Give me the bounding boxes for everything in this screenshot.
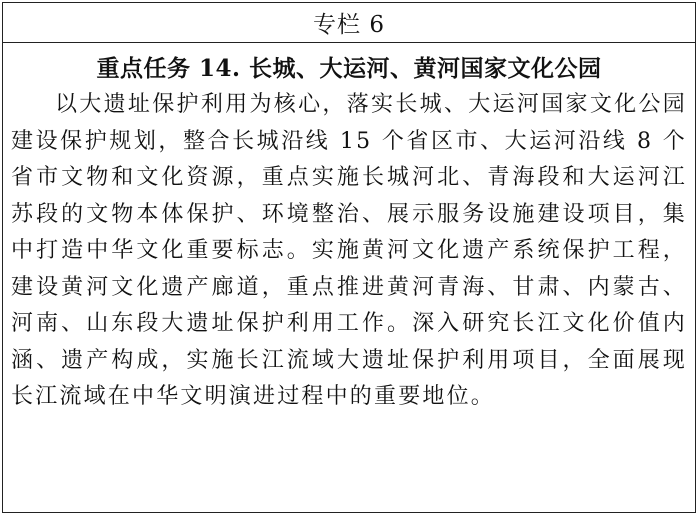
task-title: 重点任务 14. 长城、大运河、黄河国家文化公园 [96, 55, 602, 82]
column-header: 专栏 6 [3, 3, 695, 43]
task-body-paragraph: 以大遗址保护利用为核心，落实长城、大运河国家文化公园建设保护规划，整合长城沿线 15 个省区市、大运河沿线 8 个省市文物和文化资源，重点实施长城河北、青海段和大运河江苏段的文物本体保护、环境整治、展示服务设施建设项目，集中打造中华文化重要标志。实施黄河文化遗产系统保护工程，建设黄河文化遗产廊道，重点推进黄河青海、甘肃、内蒙古、河南、山东段大遗址保护利用工作。深入研究长江文化价值内涵、遗产构成，实施长江流域大遗址保护利用项目，全面展现长江流域在中华文明演进过程中的重要地位。 [11, 92, 687, 409]
column-box [2, 2, 696, 513]
